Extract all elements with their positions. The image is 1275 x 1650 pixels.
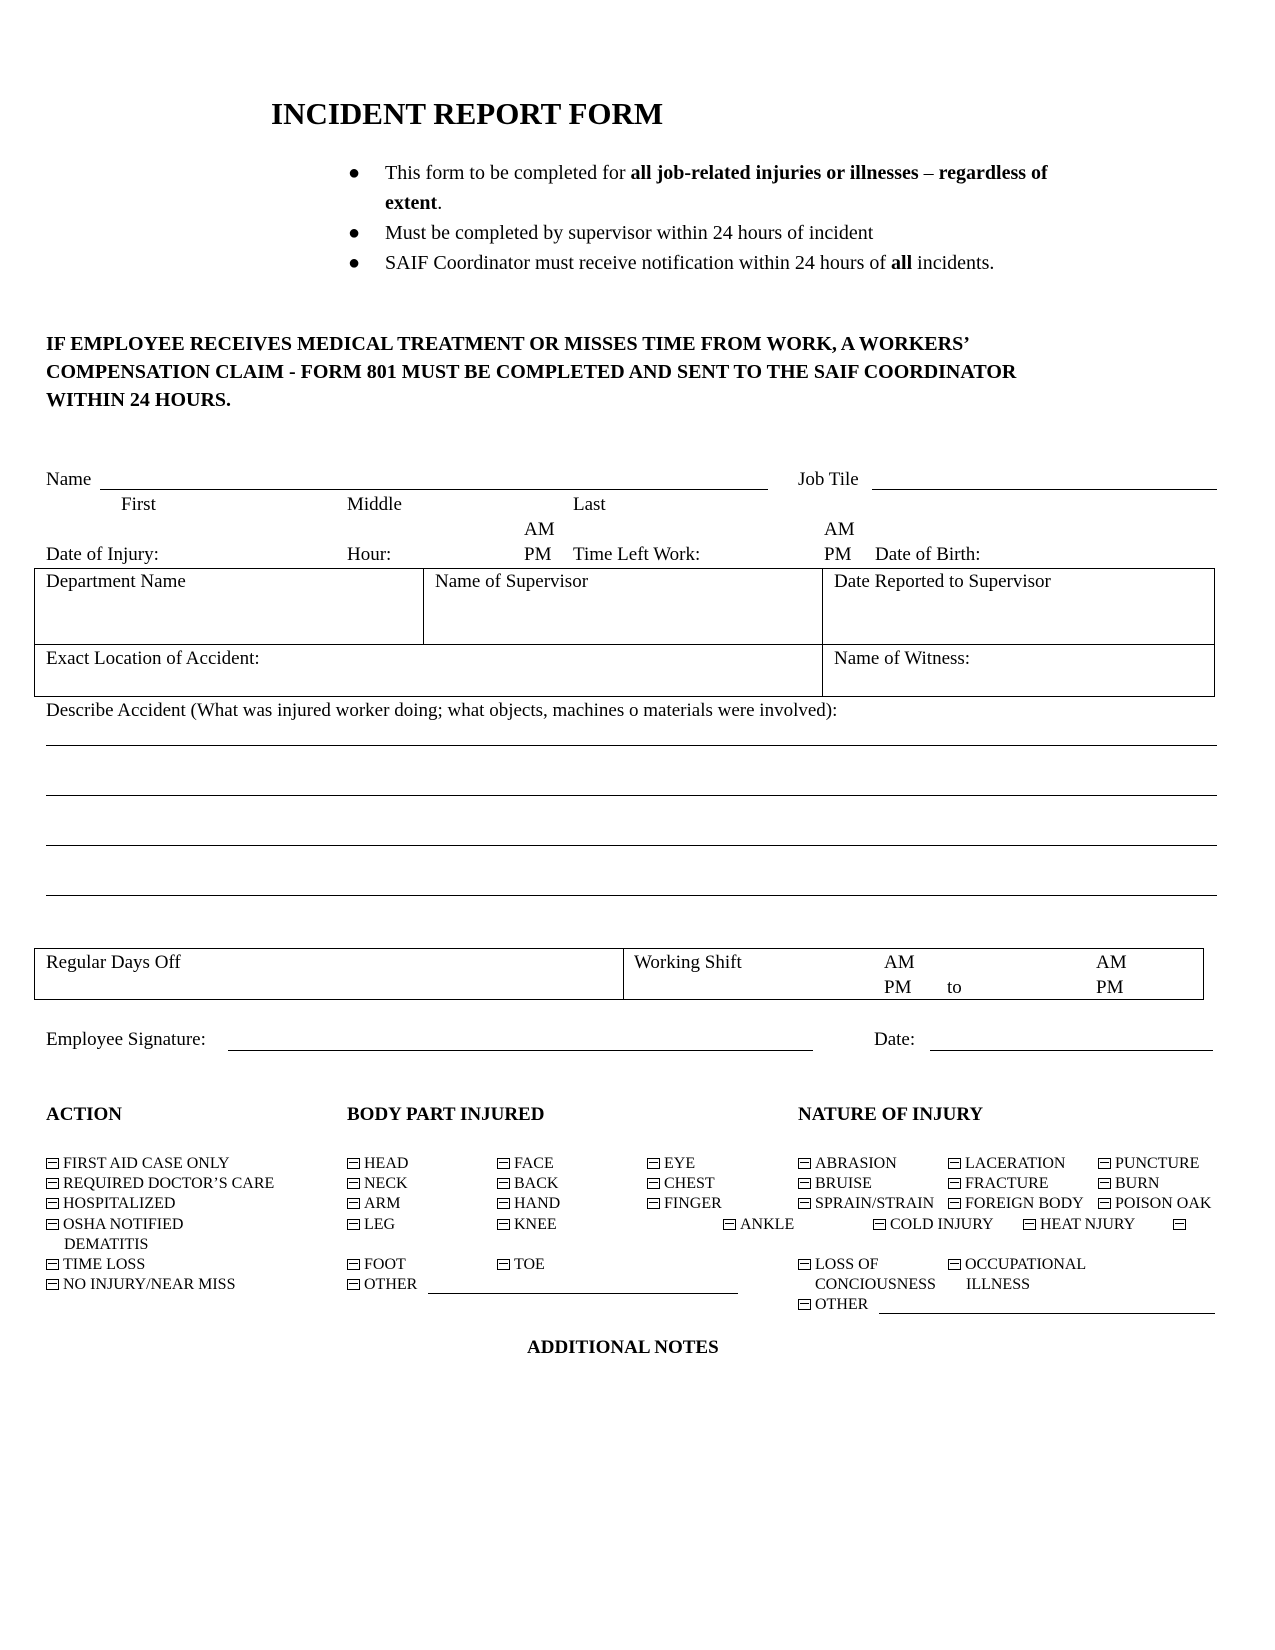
chest-label: CHEST [664,1175,715,1192]
arm-checkbox[interactable] [347,1195,400,1213]
bullet-icon: ● [348,252,361,274]
bullet-1-extent: extent [385,192,438,214]
face-checkbox[interactable] [497,1155,554,1173]
osha-label: OSHA NOTIFIED [63,1216,184,1233]
abrasion-label: ABRASION [815,1155,897,1172]
checkbox-icon [347,1178,360,1189]
bullet-1-text: This form to be completed for [385,162,631,184]
first-label: First [121,494,156,515]
burn-label: BURN [1115,1175,1160,1192]
last-label: Last [573,494,606,515]
checkbox-icon [948,1178,961,1189]
finger-label: FINGER [664,1195,722,1212]
job-title-label: Job Tile [798,469,859,490]
loss-of-consciousness-checkbox[interactable] [798,1256,879,1274]
checkbox-icon [798,1178,811,1189]
sprain-label: SPRAIN/STRAIN [815,1195,935,1212]
describe-line[interactable] [46,845,1217,846]
illness-label: ILLNESS [966,1276,1030,1293]
checkbox-icon [948,1198,961,1209]
checkbox-icon [798,1259,811,1270]
no-injury-checkbox[interactable] [46,1276,235,1294]
leg-checkbox[interactable] [347,1216,395,1234]
date-of-birth-label: Date of Birth: [875,544,981,565]
poison-oak-checkbox[interactable] [1098,1195,1211,1213]
body-part-heading: BODY PART INJURED [347,1104,545,1125]
checkbox-icon [46,1259,59,1270]
describe-line[interactable] [46,795,1217,796]
page-title: INCIDENT REPORT FORM [271,96,664,131]
table-divider [623,948,624,1000]
laceration-label: LACERATION [965,1155,1066,1172]
checkbox-icon [948,1259,961,1270]
puncture-label: PUNCTURE [1115,1155,1200,1172]
exact-location-cell[interactable]: Exact Location of Accident: [46,648,260,669]
additional-notes-heading: ADDITIONAL NOTES [527,1337,719,1358]
checkbox-icon [647,1198,660,1209]
arm-label: ARM [364,1195,401,1212]
loss-of-label: LOSS OF [815,1256,879,1273]
table-divider [34,644,1215,645]
bullet-1-dash: – [918,162,939,184]
shift-start-am[interactable]: AM [884,952,915,973]
checkbox-icon [347,1198,360,1209]
cold-injury-checkbox[interactable] [873,1216,994,1234]
nature-heading: NATURE OF INJURY [798,1104,984,1125]
occupational-illness-checkbox[interactable] [948,1256,1086,1274]
heat-injury-label: HEAT NJURY [1040,1216,1136,1233]
toe-label: TOE [514,1256,545,1273]
bullet-1 [385,162,1048,185]
chest-checkbox[interactable] [647,1175,715,1193]
describe-line[interactable] [46,745,1217,746]
face-label: FACE [514,1155,554,1172]
neck-checkbox[interactable] [347,1175,408,1193]
doctor-checkbox[interactable] [46,1175,274,1193]
back-label: BACK [514,1175,559,1192]
puncture-checkbox[interactable] [1098,1155,1199,1173]
checkbox-icon [1023,1219,1036,1230]
ankle-label: ANKLE [740,1216,795,1233]
checkbox-icon [1098,1198,1111,1209]
bruise-checkbox[interactable] [798,1175,872,1193]
osha-checkbox[interactable] [46,1216,183,1234]
shift-start-pm[interactable]: PM [884,977,912,998]
checkbox-icon [798,1198,811,1209]
nature-other-checkbox[interactable] [798,1296,868,1314]
checkbox-icon [347,1279,360,1290]
hand-checkbox[interactable] [497,1195,560,1213]
bullet-1-line2 [385,192,442,215]
leg-label: LEG [364,1216,396,1233]
extra-checkbox[interactable] [1173,1216,1190,1234]
table-divider [822,568,823,697]
hospitalized-label: HOSPITALIZED [63,1195,176,1212]
warning-line-3: WITHIN 24 HOURS. [46,389,232,411]
checkbox-icon [497,1219,510,1230]
knee-label: KNEE [514,1216,557,1233]
bullet-3 [385,252,994,275]
checkbox-icon [46,1279,59,1290]
warning-line-2: COMPENSATION CLAIM - FORM 801 MUST BE COMPLETED AND SENT TO THE SAIF COORDINATOR [46,361,1017,383]
job-title-field[interactable] [872,489,1217,490]
checkbox-icon [1098,1158,1111,1169]
poison-oak-label: POISON OAK [1115,1195,1212,1212]
employee-signature-label: Employee Signature: [46,1029,206,1050]
hour-am-label: AM [524,519,555,540]
eye-label: EYE [664,1155,696,1172]
cold-injury-label: COLD INJURY [890,1216,994,1233]
shift-end-am[interactable]: AM [1096,952,1127,973]
time-loss-checkbox[interactable] [46,1256,145,1274]
foot-label: FOOT [364,1256,406,1273]
middle-label: Middle [347,494,402,515]
action-heading: ACTION [46,1104,123,1125]
checkbox-icon [647,1178,660,1189]
hour-label: Hour: [347,544,392,565]
body-other-label: OTHER [364,1276,418,1293]
time-left-work-label: Time Left Work: [573,544,701,565]
checkbox-icon [347,1219,360,1230]
sprain-checkbox[interactable] [798,1195,934,1213]
neck-label: NECK [364,1175,408,1192]
hour-pm-label: PM [524,544,552,565]
foreign-body-checkbox[interactable] [948,1195,1084,1213]
regular-days-off-cell[interactable]: Regular Days Off [46,952,181,973]
checkbox-icon [497,1158,510,1169]
fracture-checkbox[interactable] [948,1175,1049,1193]
left-work-am-label: AM [824,519,855,540]
bullet-1-period: . [437,192,443,214]
name-field[interactable] [100,489,768,490]
first-aid-checkbox[interactable] [46,1155,230,1173]
bullet-icon: ● [348,162,361,184]
ankle-checkbox[interactable] [723,1216,794,1234]
no-injury-label: NO INJURY/NEAR MISS [63,1276,236,1293]
checkbox-icon [497,1259,510,1270]
checkbox-icon [948,1158,961,1169]
checkbox-icon [497,1198,510,1209]
checkbox-icon [46,1198,59,1209]
employee-signature-field[interactable] [228,1050,813,1051]
table-divider [423,568,424,645]
checkbox-icon [873,1219,886,1230]
first-aid-label: FIRST AID CASE ONLY [63,1155,230,1172]
checkbox-icon [798,1299,811,1310]
bullet-1-bold: all job-related injuries or illnesses [630,162,919,184]
checkbox-icon [46,1219,59,1230]
left-work-pm-label: PM [824,544,852,565]
date-of-injury-label: Date of Injury: [46,544,159,565]
fracture-label: FRACTURE [965,1175,1049,1192]
nature-other-label: OTHER [815,1296,869,1313]
checkbox-icon [1173,1219,1186,1230]
bullet-3-text: SAIF Coordinator must receive notification within 24 hours of [385,252,892,274]
bullet-icon: ● [348,222,361,244]
body-other-field[interactable] [428,1293,738,1294]
bullet-3-bold: all [891,252,913,274]
checkbox-icon [347,1259,360,1270]
bruise-label: BRUISE [815,1175,872,1192]
shift-end-pm[interactable]: PM [1096,977,1124,998]
date-reported-cell[interactable]: Date Reported to Supervisor [834,571,1051,592]
hand-label: HAND [514,1195,561,1212]
checkbox-icon [1098,1178,1111,1189]
time-loss-label: TIME LOSS [63,1256,146,1273]
checkbox-icon [46,1158,59,1169]
finger-checkbox[interactable] [647,1195,722,1213]
date-label: Date: [874,1029,916,1050]
describe-accident-label: Describe Accident (What was injured worker doing; what objects, machines o materials were involved): [46,700,838,721]
back-checkbox[interactable] [497,1175,558,1193]
dematitis-label: DEMATITIS [64,1236,149,1253]
head-checkbox[interactable] [347,1155,408,1173]
toe-checkbox[interactable] [497,1256,545,1274]
warning-line-1: IF EMPLOYEE RECEIVES MEDICAL TREATMENT OR MISSES TIME FROM WORK, A WORKERS’ [46,333,970,355]
supervisor-name-cell[interactable]: Name of Supervisor [435,571,589,592]
name-label: Name [46,469,92,490]
head-label: HEAD [364,1155,409,1172]
bullet-2: Must be completed by supervisor within 24 hours of incident [385,222,874,244]
abrasion-checkbox[interactable] [798,1155,897,1173]
describe-line[interactable] [46,895,1217,896]
foot-checkbox[interactable] [347,1256,406,1274]
bullet-3-post: incidents. [912,252,995,274]
working-shift-label: Working Shift [634,952,742,973]
foreign-body-label: FOREIGN BODY [965,1195,1084,1212]
date-field[interactable] [930,1050,1213,1051]
hospitalized-checkbox[interactable] [46,1195,175,1213]
laceration-checkbox[interactable] [948,1155,1065,1173]
body-other-checkbox[interactable] [347,1276,417,1294]
witness-name-cell[interactable]: Name of Witness: [834,648,971,669]
department-name-cell[interactable]: Department Name [46,571,186,592]
occupational-label: OCCUPATIONAL [965,1256,1087,1273]
checkbox-icon [798,1158,811,1169]
checkbox-icon [46,1178,59,1189]
conciousness-label: CONCIOUSNESS [815,1276,936,1293]
knee-checkbox[interactable] [497,1216,557,1234]
shift-table [34,948,1204,1000]
eye-checkbox[interactable] [647,1155,695,1173]
checkbox-icon [347,1158,360,1169]
checkbox-icon [497,1178,510,1189]
nature-other-field[interactable] [879,1313,1215,1314]
shift-to-label: to [947,977,962,998]
doctor-label: REQUIRED DOCTOR’S CARE [63,1175,275,1192]
heat-injury-checkbox[interactable] [1023,1216,1135,1234]
checkbox-icon [647,1158,660,1169]
burn-checkbox[interactable] [1098,1175,1159,1193]
bullet-1-bold2: regardless of [938,162,1048,184]
checkbox-icon [723,1219,736,1230]
